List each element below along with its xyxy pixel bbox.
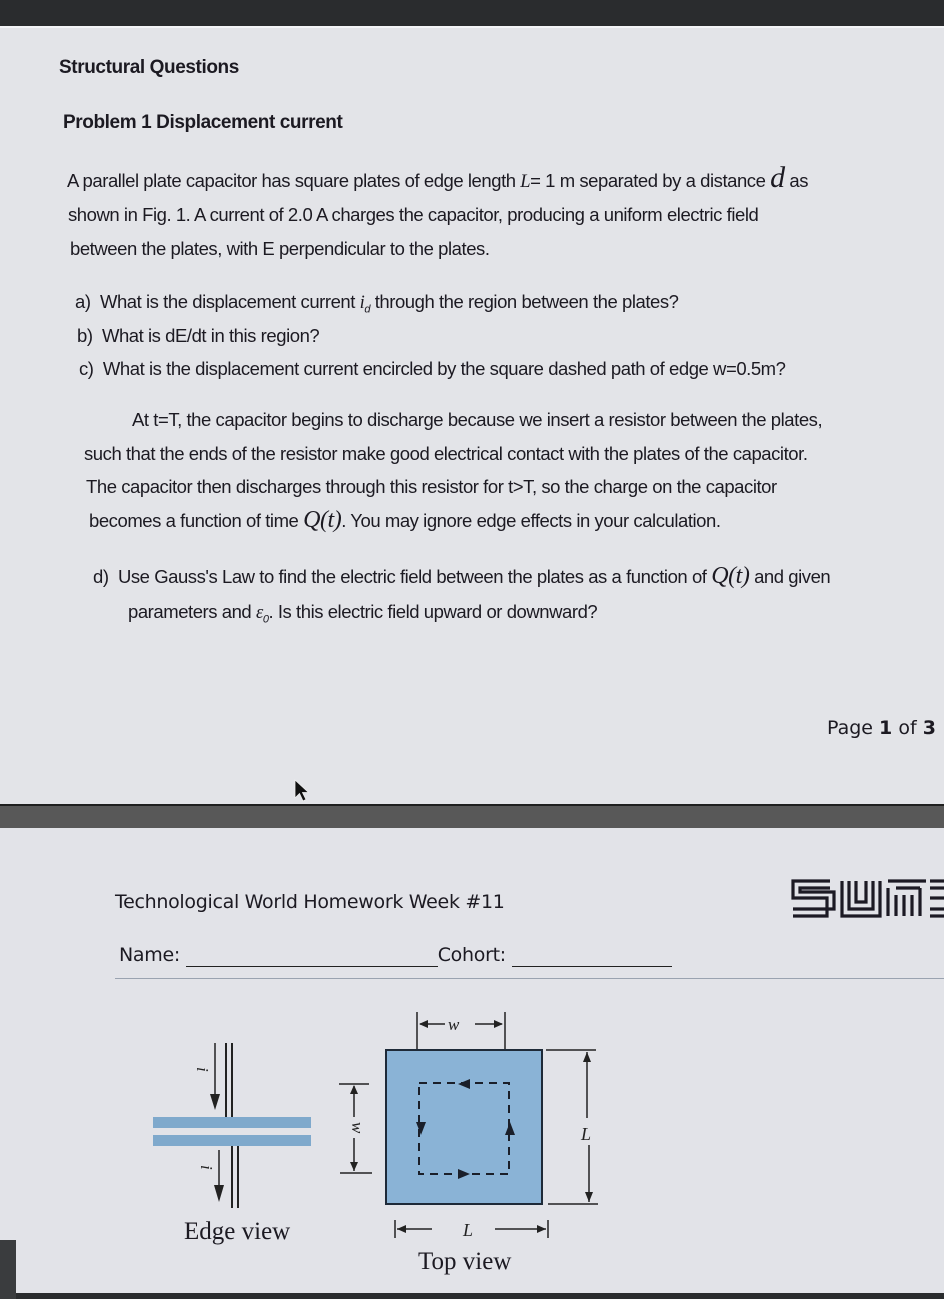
question-b [77, 325, 319, 347]
question-text: parameters and [128, 601, 256, 622]
page-edge-shadow [0, 1240, 16, 1299]
question-d-line-2 [128, 601, 597, 626]
page-total: 3 [922, 717, 936, 739]
question-label: c) [79, 358, 94, 379]
svg-text:w: w [448, 1015, 460, 1034]
epsilon-symbol: ε [255, 603, 263, 623]
page-separator [0, 804, 944, 830]
question-text: What is the displacement current encircled by the square dashed path of edge w=0.5m? [102, 358, 786, 379]
var-L: L [520, 172, 531, 192]
intro-line-3: between the plates, with E perpendicular to the plates. [70, 238, 490, 259]
edge-view-caption: Edge view [184, 1218, 291, 1245]
var-d: d [770, 161, 785, 194]
svg-text:L: L [581, 1124, 592, 1144]
svg-text:i: i [197, 1165, 216, 1170]
var-i: i [359, 293, 365, 313]
problem-title: Problem 1 Displacement current [63, 112, 343, 133]
page-label: Page [827, 717, 880, 739]
subscript-0: 0 [262, 613, 269, 626]
top-view-caption: Top view [418, 1248, 512, 1275]
svg-text:i: i [193, 1067, 212, 1072]
discharge-text: . You may ignore edge effects in your calculation. [341, 510, 721, 531]
section-title: Structural Questions [59, 57, 239, 78]
discharge-line-2: such that the ends of the resistor make good electrical contact with the plates of the capacitor. [84, 443, 808, 464]
name-cohort-row [119, 944, 672, 967]
question-text: through the region between the plates? [370, 291, 679, 312]
header-divider [115, 978, 944, 979]
sutd-logo-icon [790, 878, 944, 920]
svg-text:L: L [463, 1220, 474, 1240]
discharge-line-1: At t=T, the capacitor begins to discharge because we insert a resistor between the plates, [132, 409, 823, 430]
name-label: Name: [119, 944, 180, 966]
question-text: and given [749, 566, 831, 587]
subscript-d: d [364, 303, 371, 316]
question-label: d) [93, 566, 109, 587]
math-Q-of-t: Q(t) [711, 563, 750, 589]
intro-line-1 [67, 161, 809, 194]
name-field[interactable] [186, 944, 438, 967]
question-label: a) [75, 291, 91, 312]
question-a [75, 291, 679, 316]
discharge-line-4 [89, 507, 721, 533]
question-c [79, 358, 786, 380]
intro-text: = 1 m separated by a distance [530, 170, 771, 191]
discharge-line-3: The capacitor then discharges through this resistor for t>T, so the charge on the capacitor [86, 476, 777, 497]
mouse-cursor-icon [293, 778, 313, 804]
math-Q-of-t: Q(t) [303, 507, 342, 533]
page-indicator [827, 717, 936, 739]
page-current: 1 [879, 717, 893, 739]
question-text: . Is this electric field upward or downward? [268, 601, 598, 622]
cohort-field[interactable] [512, 944, 672, 967]
top-view-diagram [380, 1000, 620, 1240]
intro-line-2: shown in Fig. 1. A current of 2.0 A charges the capacitor, producing a uniform electric field [68, 204, 759, 225]
intro-text: A parallel plate capacitor has square plates of edge length [67, 170, 521, 191]
question-text: What is dE/dt in this region? [101, 325, 320, 346]
svg-text:w: w [348, 1122, 367, 1134]
intro-text: as [784, 170, 809, 191]
question-text: What is the displacement current [99, 291, 360, 312]
cohort-label: Cohort: [437, 944, 506, 966]
question-label: b) [77, 325, 93, 346]
homework-title: Technological World Homework Week #11 [115, 891, 505, 913]
discharge-text: becomes a function of time [89, 510, 304, 531]
edge-view-diagram [140, 1010, 380, 1210]
page-of: of [892, 717, 923, 739]
question-d-line-1 [93, 563, 831, 589]
question-text: Use Gauss's Law to find the electric field between the plates as a function of [117, 566, 712, 587]
